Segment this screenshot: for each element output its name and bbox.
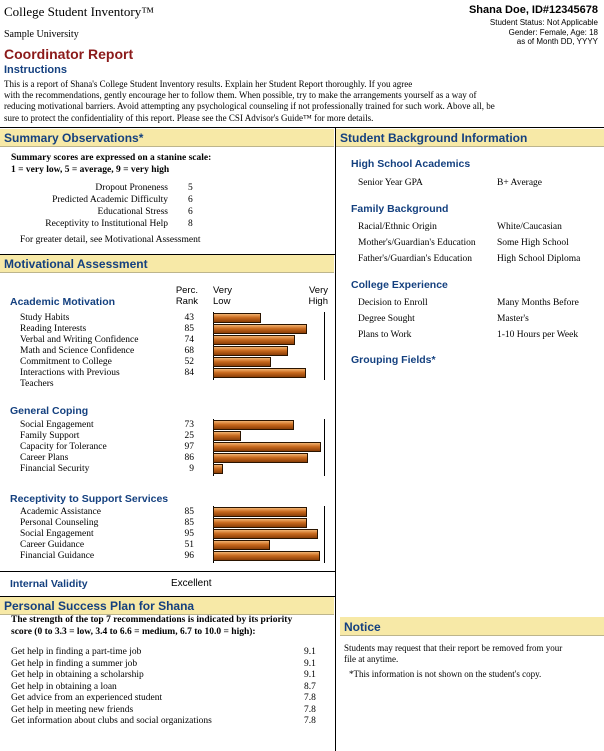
success-item-score: 9.1 bbox=[304, 658, 316, 669]
bar-axis-right bbox=[324, 419, 325, 476]
motivational-item-label: Family Support bbox=[20, 431, 80, 441]
rank-bar bbox=[213, 518, 307, 528]
internal-validity-value: Excellent bbox=[171, 578, 212, 589]
report-title: Coordinator Report bbox=[4, 46, 134, 62]
motivational-group-title: General Coping bbox=[10, 405, 89, 417]
instructions-heading: Instructions bbox=[4, 64, 67, 76]
motivational-item-label: Academic Assistance bbox=[20, 507, 101, 517]
motivational-item-label: Study Habits bbox=[20, 313, 70, 323]
summary-item-value: 5 bbox=[188, 183, 193, 193]
motivational-item-rank: 68 bbox=[184, 346, 194, 356]
motivational-item-rank: 73 bbox=[184, 420, 194, 430]
success-item-label: Get help in meeting new friends bbox=[11, 704, 134, 715]
summary-item-label: Educational Stress bbox=[97, 207, 168, 217]
motivational-item-label: Personal Counseling bbox=[20, 518, 99, 528]
notice-line2: file at anytime. bbox=[344, 654, 399, 664]
background-row-value: 1-10 Hours per Week bbox=[497, 330, 579, 340]
very-low-1: Very bbox=[213, 285, 233, 296]
rank-bar bbox=[213, 453, 308, 463]
rank-bar bbox=[213, 420, 294, 430]
summary-heading: Summary Observations* bbox=[0, 129, 334, 147]
very-high-2: High bbox=[308, 296, 328, 307]
motivational-item-rank: 85 bbox=[184, 324, 194, 334]
background-heading: Student Background Information bbox=[336, 129, 604, 147]
motivational-group-title: Academic Motivation bbox=[10, 296, 116, 308]
background-row-value: High School Diploma bbox=[497, 254, 581, 264]
background-row-label: Degree Sought bbox=[358, 314, 415, 324]
motivational-item-label: Financial Guidance bbox=[20, 551, 95, 561]
motivational-heading: Motivational Assessment bbox=[0, 255, 334, 273]
bar-axis-right bbox=[324, 506, 325, 563]
success-item-score: 8.7 bbox=[304, 681, 316, 692]
motivational-item-label: Capacity for Tolerance bbox=[20, 442, 107, 452]
motivational-item-rank: 96 bbox=[184, 551, 194, 561]
summary-item-label: Receptivity to Institutional Help bbox=[45, 219, 168, 229]
col-perc: Perc. bbox=[175, 285, 198, 296]
motivational-item-rank: 9 bbox=[189, 464, 194, 474]
motivational-item-rank: 85 bbox=[184, 507, 194, 517]
background-row-label: Plans to Work bbox=[358, 330, 412, 340]
rank-bar bbox=[213, 368, 306, 378]
motivational-item-rank: 43 bbox=[184, 313, 194, 323]
background-row-label: Racial/Ethnic Origin bbox=[358, 222, 437, 232]
bar-axis-right bbox=[324, 312, 325, 380]
motivational-item-rank: 52 bbox=[184, 357, 194, 367]
background-row-value: Some High School bbox=[497, 238, 569, 248]
college-experience-title: College Experience bbox=[351, 279, 448, 291]
success-item-label: Get advice from an experienced student bbox=[11, 693, 163, 703]
motivational-item-rank: 86 bbox=[184, 453, 194, 463]
success-intro-line1: The strength of the top 7 recommendations is indicated by its priority bbox=[11, 615, 293, 625]
success-plan-heading: Personal Success Plan for Shana bbox=[0, 597, 334, 615]
rank-bar bbox=[213, 551, 320, 561]
university-name: Sample University bbox=[4, 29, 79, 40]
success-item-label: Get information about clubs and social organizations bbox=[11, 716, 212, 726]
motivational-item-label: Reading Interests bbox=[20, 324, 87, 334]
inventory-title: College Student Inventory™ bbox=[4, 4, 154, 19]
success-item-score: 7.8 bbox=[304, 693, 316, 703]
background-row-label: Senior Year GPA bbox=[358, 178, 423, 188]
motivational-item-label: Career Plans bbox=[20, 453, 69, 463]
success-item-label: Get help in obtaining a scholarship bbox=[11, 670, 144, 680]
summary-item-value: 6 bbox=[188, 207, 193, 217]
motivational-item-label: Social Engagement bbox=[20, 420, 94, 430]
very-high-1: Very bbox=[308, 285, 328, 296]
background-row-value: B+ Average bbox=[497, 178, 543, 188]
background-row-value: Many Months Before bbox=[497, 298, 579, 308]
summary-item-value: 6 bbox=[188, 195, 193, 205]
success-item-score: 9.1 bbox=[304, 670, 316, 680]
summary-item-label: Dropout Proneness bbox=[95, 183, 168, 193]
rank-bar bbox=[213, 507, 307, 517]
high-school-title: High School Academics bbox=[351, 158, 471, 170]
grouping-fields-title: Grouping Fields* bbox=[351, 354, 436, 366]
family-background-title: Family Background bbox=[351, 203, 449, 215]
motivational-item-label: Social Engagement bbox=[20, 529, 94, 539]
background-row-label: Decision to Enroll bbox=[358, 298, 428, 308]
background-row-label: Father's/Guardian's Education bbox=[358, 254, 472, 264]
motivational-item-rank: 51 bbox=[184, 540, 194, 550]
motivational-item-label: Financial Security bbox=[20, 464, 90, 474]
as-of-date: as of Month DD, YYYY bbox=[516, 37, 598, 46]
student-name-id: Shana Doe, ID#12345678 bbox=[468, 4, 598, 16]
rank-bar bbox=[213, 464, 223, 474]
motivational-item-rank: 84 bbox=[184, 368, 194, 378]
rank-bar bbox=[213, 335, 295, 345]
motivational-item-rank: 97 bbox=[184, 442, 194, 452]
background-row-value: White/Caucasian bbox=[497, 222, 562, 232]
notice-heading: Notice bbox=[340, 617, 604, 636]
stanine-scale-line2: 1 = very low, 5 = average, 9 = very high bbox=[11, 165, 170, 175]
rank-bar bbox=[213, 442, 321, 452]
background-row-label: Mother's/Guardian's Education bbox=[358, 238, 476, 248]
notice-line3: *This information is not shown on the student's copy. bbox=[349, 669, 542, 679]
stanine-scale-line1: Summary scores are expressed on a stanine scale: bbox=[11, 153, 212, 163]
notice-line1: Students may request that their report be removed from your bbox=[344, 643, 563, 653]
summary-item-value: 8 bbox=[188, 219, 193, 229]
motivational-item-label: Math and Science Confidence bbox=[20, 346, 135, 356]
success-item-score: 7.8 bbox=[304, 716, 316, 726]
motivational-item-rank: 74 bbox=[184, 335, 194, 345]
rank-bar bbox=[213, 324, 307, 334]
success-intro-line2: score (0 to 3.3 = low, 3.4 to 6.6 = medium, 6.7 to 10.0 = high): bbox=[11, 627, 256, 637]
rank-bar bbox=[213, 313, 261, 323]
very-low-2: Low bbox=[213, 296, 231, 307]
rank-bar bbox=[213, 529, 318, 539]
success-item-score: 7.8 bbox=[304, 704, 316, 715]
rank-bar bbox=[213, 540, 270, 550]
motivational-item-rank: 25 bbox=[184, 431, 194, 441]
success-item-label: Get help in finding a summer job bbox=[11, 658, 138, 669]
student-status: Student Status: Not Applicable bbox=[489, 18, 598, 27]
motivational-item-label: Verbal and Writing Confidence bbox=[20, 335, 139, 345]
background-row-value: Master's bbox=[497, 314, 529, 324]
divider-top bbox=[0, 127, 604, 128]
student-gender-age: Gender: Female, Age: 18 bbox=[508, 28, 598, 37]
motivational-item-label: Commitment to College bbox=[20, 357, 112, 367]
motivational-item-label: Career Guidance bbox=[20, 540, 85, 550]
success-item-label: Get help in obtaining a loan bbox=[11, 681, 117, 692]
col-rank: Rank bbox=[175, 296, 198, 307]
motivational-item-label-cont: Teachers bbox=[20, 379, 54, 389]
motivational-item-label: Interactions with Previous bbox=[20, 368, 120, 378]
success-item-score: 9.1 bbox=[304, 647, 316, 657]
rank-bar bbox=[213, 431, 241, 441]
rank-bar bbox=[213, 357, 271, 367]
motivational-item-rank: 95 bbox=[184, 529, 194, 539]
rank-bar bbox=[213, 346, 288, 356]
motivational-group-title: Receptivity to Support Services bbox=[10, 493, 169, 505]
success-item-label: Get help in finding a part-time job bbox=[11, 647, 142, 657]
column-divider bbox=[335, 127, 336, 751]
internal-validity-label: Internal Validity bbox=[10, 578, 88, 590]
motivational-item-rank: 85 bbox=[184, 518, 194, 528]
instructions-text: This is a report of Shana's College Student Inventory results. Explain her Student Report thoroughly. If you agree with the recommendations, gently encourage her to follow them. When possible, try to make the arrangements yourself as a way of reducing motivational barriers. Avoid attempting any psychological counseling if not professionally trained for such work. Above all, be sure to protect the confidentiality of this report. Please see the CSI Advisor's Guide™ for more details. bbox=[4, 79, 495, 123]
summary-item-label: Predicted Academic Difficulty bbox=[52, 195, 168, 205]
summary-footer: For greater detail, see Motivational Assessment bbox=[20, 235, 201, 245]
divider-validity bbox=[0, 571, 336, 572]
